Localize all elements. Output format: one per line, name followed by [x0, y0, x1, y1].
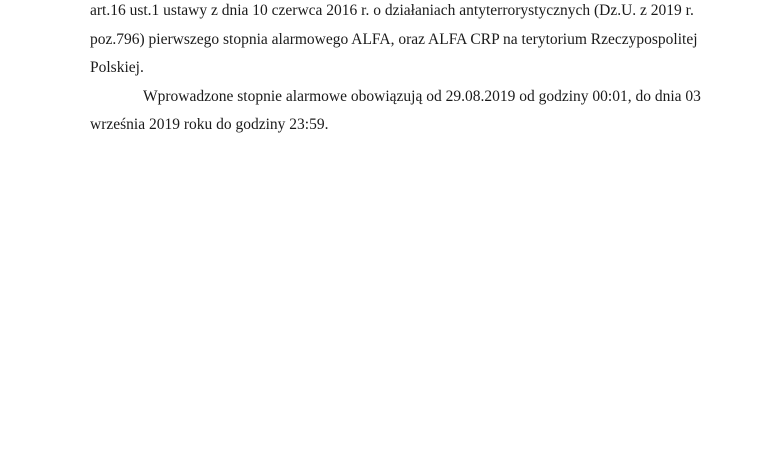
text-line: września 2019 roku do godziny 23:59.: [90, 116, 329, 133]
text-line: Polskiej.: [90, 59, 144, 76]
text-line: art.16 ust.1 ustawy z dnia 10 czerwca 2016 r. o działaniach antyterrorystycznych (Dz.U. z 2019 r.: [90, 2, 694, 19]
text-line: poz.796) pierwszego stopnia alarmowego ALFA, oraz ALFA CRP na terytorium Rzeczypospolitej: [90, 31, 698, 48]
text-line: Wprowadzone stopnie alarmowe obowiązują od 29.08.2019 od godziny 00:01, do dnia 03: [143, 88, 701, 105]
